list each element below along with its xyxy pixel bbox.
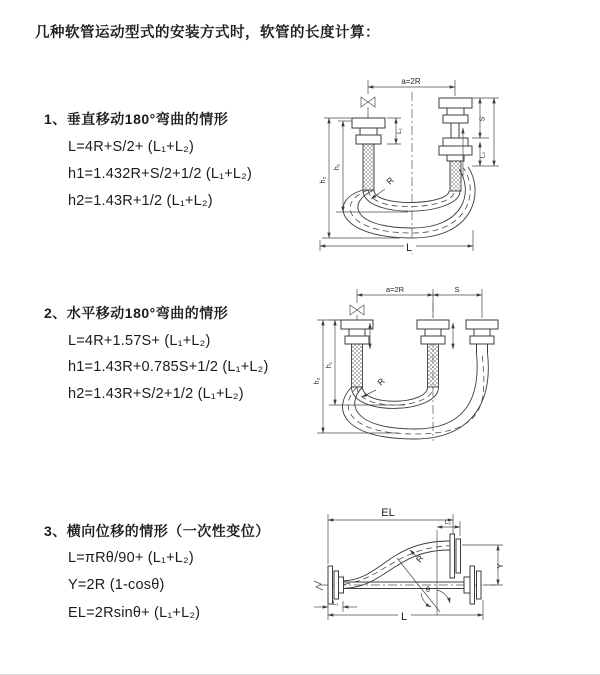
right-hose-stub <box>477 344 488 353</box>
right-fitting-upper <box>439 98 472 123</box>
dimension-l1 <box>387 118 403 144</box>
dimension-s <box>472 98 499 138</box>
dim-label-l2: L₂ <box>444 519 452 526</box>
dimension-length <box>320 230 473 254</box>
dim-label-h2: h₂ <box>320 176 327 184</box>
diagram-vertical-180-bend <box>312 70 592 262</box>
dimension-l2 <box>437 519 460 536</box>
middle-hose-braid <box>428 344 439 387</box>
dim-label-s: S <box>454 285 460 294</box>
dimension-l2 <box>472 98 499 166</box>
formula-line: Y=2R (1-cosθ) <box>68 577 165 593</box>
pipe-break-mark <box>314 581 323 590</box>
dim-label-h2: h₂ <box>314 377 321 385</box>
section-3-heading: 3、横向位移的情形（一次性变位） <box>44 523 270 539</box>
dim-label-l2: L₂ <box>479 151 487 159</box>
right-fitting <box>466 320 498 344</box>
right-fitting-lower <box>439 138 472 161</box>
diagram-lateral-displacement <box>300 500 600 660</box>
valve-icon <box>361 97 375 118</box>
radius-callout <box>371 175 396 199</box>
left-fitting <box>341 320 373 344</box>
dim-label-theta: θ <box>425 585 431 594</box>
dim-label-a2r: a=2R <box>401 77 421 86</box>
dim-label-r: R <box>384 175 396 187</box>
dimension-a-2r <box>357 285 482 318</box>
dim-label-h1: h₁ <box>326 361 333 369</box>
left-fitting <box>352 118 385 144</box>
formula-line: h2=1.43R+S/2+1/2 (L₁+L₂) <box>68 386 244 402</box>
dim-label-h1: h₁ <box>334 163 341 171</box>
dimension-l1 <box>314 601 357 612</box>
diagram-horizontal-180-bend <box>313 283 598 448</box>
page-title: 几种软管运动型式的安装方式时，软管的长度计算： <box>35 25 380 41</box>
dim-label-l1: L₁ <box>332 601 339 607</box>
formula-line: h1=1.432R+S/2+1/2 (L₁+L₂) <box>68 166 253 182</box>
dim-label-l1: L₁ <box>396 128 403 134</box>
dim-label-r: R <box>375 376 387 388</box>
right-flange <box>464 566 481 604</box>
upper-flange <box>450 534 461 578</box>
formula-line: L=4R+1.57S+ (L₁+L₂) <box>68 333 211 349</box>
section-2-heading: 2、水平移动180°弯曲的情形 <box>44 305 229 321</box>
middle-fitting <box>417 320 449 344</box>
formula-line: L=4R+S/2+ (L₁+L₂) <box>68 139 194 155</box>
left-hose-braid <box>352 344 363 387</box>
formula-line: L=πRθ/90+ (L₁+L₂) <box>68 550 194 566</box>
dim-label-r: R <box>413 553 426 565</box>
right-hose-braid <box>450 161 461 191</box>
dim-label-a2r: a=2R <box>385 285 405 294</box>
dimension-a-2r <box>368 77 455 96</box>
section-1-heading: 1、垂直移动180°弯曲的情形 <box>44 111 229 127</box>
hose-s-curve <box>334 541 458 589</box>
right-pipe <box>451 123 459 138</box>
dimension-length <box>328 600 483 623</box>
dimension-el <box>328 507 453 564</box>
dim-label-length: L <box>405 242 413 254</box>
left-hose-braid <box>363 144 374 190</box>
dim-label-length: L <box>400 611 408 623</box>
dimension-s <box>433 285 482 295</box>
dim-label-el: EL <box>381 507 395 519</box>
formula-line: h2=1.43R+1/2 (L₁+L₂) <box>68 193 213 209</box>
dim-label-y: Y <box>496 563 505 569</box>
dim-label-s: S <box>479 116 487 122</box>
formula-line: EL=2Rsinθ+ (L₁+L₂) <box>68 605 201 621</box>
angle-construction <box>397 530 450 615</box>
formula-line: h1=1.43R+0.785S+1/2 (L₁+L₂) <box>68 359 269 375</box>
valve-icon <box>350 305 364 320</box>
left-flange <box>328 566 344 604</box>
